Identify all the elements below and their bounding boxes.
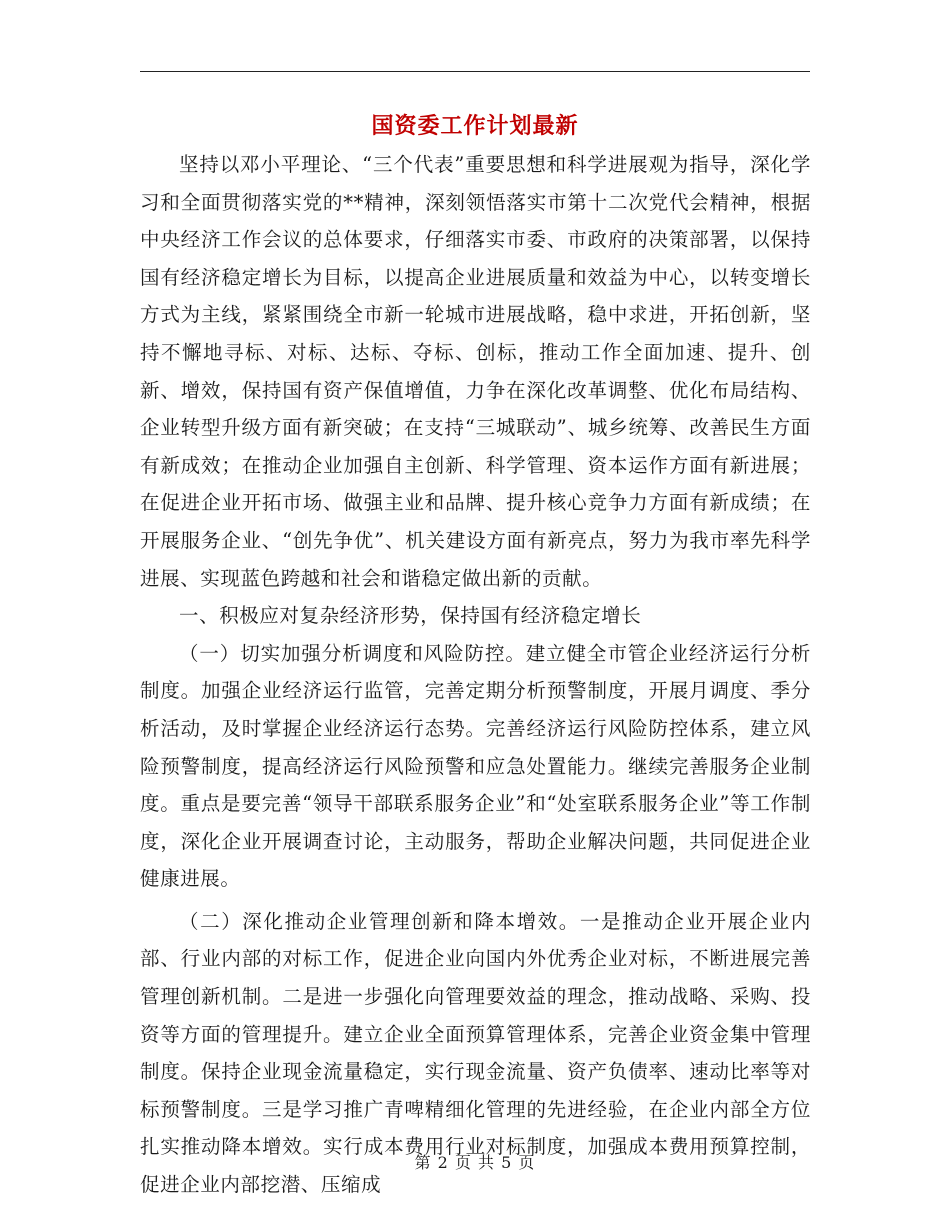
subsection-2-paragraph: （二）深化推动企业管理创新和降本增效。一是推动企业开展企业内部、行业内部的对标工作，促进企业向国内外优秀企业对标，不断进展完善管理创新机制。二是进一步强化向管理要效益的理念，推动战略、采购、投资等方面的管理提升。建立企业全面预算管理体系，完善企业资金集中管理制度。保持企业现金流量稳定，实行现金流量、资产负债率、速动比率等对标预警制度。三是学习推广青啤精细化管理的先进经验，在企业内部全方位扎实推动降本增效。实行成本费用行业对标制度，加强成本费用预算控制，促进企业内部挖潜、压缩成 bbox=[140, 909, 811, 1197]
section-heading-1: 一、积极应对复杂经济形势，保持国有经济稳定增长 bbox=[179, 604, 642, 628]
document-title: 国资委工作计划最新 bbox=[371, 113, 579, 139]
intro-paragraph: 坚持以邓小平理论、“三个代表”重要思想和科学进展观为指导，深化学习和全面贯彻落实党的**精神，深刻领悟落实市第十二次党代会精神，根据中央经济工作会议的总体要求，仔细落实市委、市政府的决策部署，以保持国有经济稳定增长为目标，以提高企业进展质量和效益为中心，以转变增长方式为主线，紧紧围绕全市新一轮城市进展战略，稳中求进，开拓创新，坚持不懈地寻标、对标、达标、夺标、创标，推动工作全面加速、提升、创新、增效，保持国有资产保值增值，力争在深化改革调整、优化布局结构、企业转型升级方面有新突破；在支持“三城联动”、城乡统筹、改善民生方面有新成效；在推动企业加强自主创新、科学管理、资本运作方面有新进展；在促进企业开拓市场、做强主业和品牌、提升核心竞争力方面有新成绩；在开展服务企业、“创先争优”、机关建设方面有新亮点，努力为我市率先科学进展、实现蓝色跨越和社会和谐稳定做出新的贡献。 bbox=[140, 153, 811, 590]
subsection-1-paragraph: （一）切实加强分析调度和风险防控。建立健全市管企业经济运行分析制度。加强企业经济运行监管，完善定期分析预警制度，开展月调度、季分析活动，及时掌握企业经济运行态势。完善经济运行风险防控体系，建立风险预警制度，提高经济运行风险预警和应急处置能力。继续完善服务企业制度。重点是要完善“领导干部联系服务企业”和“处室联系服务企业”等工作制度，深化企业开展调查讨论，主动服务，帮助企业解决问题，共同促进企业健康进展。 bbox=[140, 641, 811, 891]
header-rule bbox=[140, 71, 810, 72]
page-number-footer: 第 2 页 共 5 页 bbox=[414, 1153, 536, 1172]
document-body bbox=[140, 146, 811, 1204]
